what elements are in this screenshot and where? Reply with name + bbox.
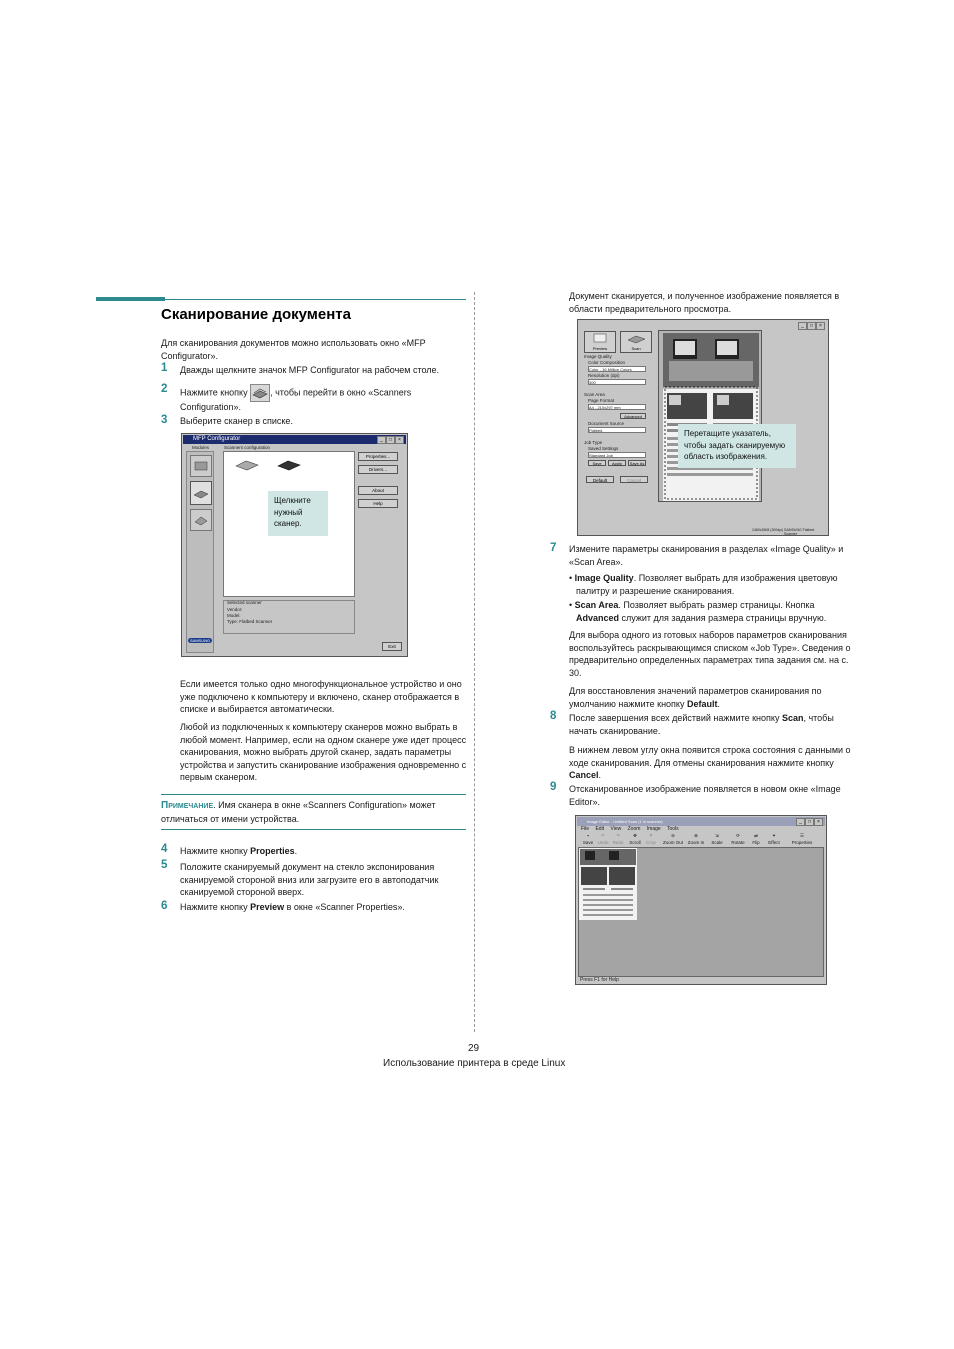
- scanned-document-image: [579, 848, 637, 920]
- tool-rotate-button[interactable]: [730, 833, 746, 845]
- callout-line: область изображения.: [684, 452, 768, 461]
- tab-modules[interactable]: Modules: [192, 445, 210, 450]
- step-text: [180, 384, 470, 402]
- step-text-bold: Properties: [250, 846, 295, 856]
- tool-label: Effect: [768, 840, 780, 845]
- tool-label: Undo: [597, 840, 609, 845]
- callout-line: сканер.: [274, 519, 302, 528]
- selected-scanner-label: Selected scanner: [227, 600, 262, 605]
- paragraph: [569, 744, 859, 782]
- minimize-icon[interactable]: _: [796, 818, 805, 826]
- job-save-as-button[interactable]: Save As: [629, 461, 645, 466]
- step-text-after: в окне «Scanner Properties».: [284, 902, 405, 912]
- saved-settings-label: Saved Settings: [588, 446, 619, 451]
- title-bar: [183, 435, 406, 444]
- paragraph-text: .: [598, 770, 602, 780]
- model-label: Model:: [227, 613, 241, 618]
- zoom-in-icon: ⊕: [694, 833, 698, 838]
- rotate-icon: ⟳: [736, 833, 740, 838]
- step-text-after: , чтобы перейти в окно «Scanners: [270, 387, 412, 398]
- callout-select-scanner: [268, 491, 328, 536]
- tool-label: Zoom Out: [662, 840, 683, 845]
- step-number: 8: [550, 710, 557, 722]
- flip-icon: ⇄: [754, 833, 758, 838]
- tool-label: Scale: [711, 840, 723, 845]
- step-text: [569, 712, 859, 737]
- tool-scale-button[interactable]: [710, 833, 724, 845]
- note-label: Примечание: [161, 800, 214, 811]
- paragraph: Документ сканируется, и полученное изображение появляется в области предварительного просмотра.: [569, 291, 840, 314]
- exit-button[interactable]: Exit: [382, 642, 402, 651]
- column-divider: [474, 292, 475, 1032]
- note: [161, 799, 461, 825]
- about-button[interactable]: About: [358, 486, 398, 495]
- step-text-bold: Preview: [250, 902, 285, 912]
- resolution-label: Resolution (dpi): [588, 373, 620, 378]
- paragraph-text: Для восстановления значений параметров сканирования по умолчанию нажмите кнопку: [569, 686, 822, 709]
- scanner-properties-window: [577, 319, 829, 536]
- tool-label: Zoom In: [687, 840, 705, 845]
- properties-button[interactable]: Properties...: [358, 452, 398, 461]
- help-button[interactable]: Help: [358, 499, 398, 508]
- menu-tools[interactable]: Tools: [667, 826, 679, 832]
- image-quality-label: Image Quality: [584, 354, 612, 359]
- title-bar: [579, 321, 827, 330]
- tool-crop-button[interactable]: [644, 833, 658, 845]
- color-composition-select[interactable]: Color - 16 Million Colors: [588, 366, 646, 372]
- step-text: [180, 845, 297, 858]
- scanner-inline-icon: [250, 384, 270, 402]
- maximize-icon[interactable]: □: [386, 436, 395, 444]
- page-title: Сканирование документа: [161, 306, 351, 323]
- note-rule-top: [161, 794, 466, 795]
- tool-label: Rotate: [731, 840, 745, 845]
- status-bar: Press F1 for Help: [580, 977, 619, 983]
- step-number: 9: [550, 781, 557, 793]
- step-text-cont: Configuration».: [180, 402, 242, 412]
- window-title: MFP Configurator: [193, 436, 241, 442]
- bullet-item: • Image Quality. Позволяет выбрать для изображения цветовую палитру и разрешение сканирования.: [569, 573, 838, 596]
- paragraph: Если имеется только одно многофункциональное устройство и оно уже подключено к компьютеру и включено, сканер отображается в списке и выбирается автоматически.: [180, 679, 462, 714]
- step-text-bold: Scan: [781, 713, 804, 723]
- tool-effect-button[interactable]: [766, 833, 782, 845]
- window-title: Image Editor - Untitled Scan (1 in scanner): [587, 819, 663, 824]
- redo-icon: ↷: [616, 833, 620, 838]
- advanced-button[interactable]: Advanced: [620, 413, 646, 419]
- tool-zoom-in-button[interactable]: [686, 833, 706, 845]
- minimize-icon[interactable]: _: [377, 436, 386, 444]
- step-number: 7: [550, 542, 557, 554]
- preview-area[interactable]: [658, 330, 762, 502]
- close-icon[interactable]: ×: [814, 818, 823, 826]
- bullet-item: • Scan Area. Позволяет выбрать размер страницы. Кнопка Advanced служит для задания размера страницы вручную.: [569, 600, 827, 623]
- tool-flip-button[interactable]: [750, 833, 762, 845]
- document-source-label: Document Source: [588, 421, 625, 426]
- tool-save-button[interactable]: [581, 833, 595, 845]
- scroll-icon: ✥: [633, 833, 637, 838]
- image-editor-window: [575, 815, 827, 985]
- step-text-after: .: [294, 846, 298, 856]
- preview-label: Preview: [592, 346, 608, 351]
- scanner-icon-2[interactable]: [276, 458, 302, 472]
- bullet-bold: Image Quality: [574, 573, 634, 583]
- toolbar: [578, 833, 824, 846]
- step-text-before: Нажмите кнопку: [180, 846, 251, 856]
- paragraph: [569, 685, 859, 710]
- tool-label: Properties: [791, 840, 813, 845]
- step-number: 6: [161, 900, 168, 912]
- step-number: 2: [161, 383, 168, 395]
- bullet-bold: Advanced: [576, 612, 620, 623]
- close-icon[interactable]: ×: [816, 322, 825, 330]
- menu-view[interactable]: View: [610, 826, 622, 832]
- bullet-text: . Позволяет выбрать размер страницы. Кнопка: [618, 600, 815, 610]
- port-module-icon[interactable]: [190, 509, 212, 531]
- menu-edit[interactable]: Edit: [595, 826, 605, 832]
- type-label: Type: Flatbed Scanner: [227, 619, 273, 624]
- step-text: Измените параметры сканирования в разделах «Image Quality» и «Scan Area».: [569, 544, 844, 567]
- preview-document-image: [659, 331, 762, 502]
- menu-image[interactable]: Image: [646, 826, 661, 832]
- page-format-label: Page Format: [588, 398, 615, 403]
- job-type-select[interactable]: Standard Job: [588, 452, 646, 458]
- footer-text: Использование принтера в среде Linux: [383, 1058, 566, 1069]
- scan-label: Scan: [631, 346, 641, 351]
- tool-zoom-out-button[interactable]: [662, 833, 684, 845]
- cancel-button[interactable]: Cancel: [620, 476, 648, 483]
- menu-zoom[interactable]: Zoom: [627, 826, 641, 832]
- note-text: . Имя сканера в окне «Scanners Configuration» может отличаться от имени устройства.: [161, 800, 436, 824]
- tool-label: Flip: [752, 840, 760, 845]
- modules-column: [186, 451, 214, 653]
- intro-text: Для сканирования документов можно использовать окно «MFP Configurator».: [161, 338, 426, 361]
- step-text: Дважды щелкните значок MFP Configurator на рабочем столе.: [180, 365, 440, 375]
- header-rule: [165, 299, 466, 300]
- callout-line: чтобы задать сканируемую: [684, 440, 786, 450]
- step-number: 3: [161, 414, 168, 426]
- page-number: 29: [468, 1043, 480, 1054]
- menu-bar: [578, 826, 824, 833]
- scale-icon: ⇲: [715, 833, 719, 838]
- crop-icon: ⌗: [649, 833, 653, 838]
- tab-scanners-configuration[interactable]: Scanners configuration: [224, 445, 271, 450]
- drivers-button[interactable]: Drivers...: [358, 465, 398, 474]
- bullet-text: служит для задания размера страницы вручную.: [619, 612, 827, 623]
- zoom-out-icon: ⊖: [671, 833, 675, 838]
- status-scanner-name: SAMSUNG Flatbed Scanner: [784, 528, 815, 536]
- mfp-configurator-window: [181, 433, 408, 657]
- status-resolution: 2480x3508 (300dpi): [752, 528, 784, 532]
- scan-icon: [621, 332, 651, 344]
- step-number: 1: [161, 362, 168, 374]
- document-source-select[interactable]: Flatbed: [588, 427, 646, 433]
- paragraph-text: В нижнем левом углу окна появится строка состояния с данными о ходе сканирования. Для отмены сканирования нажмите кнопку: [569, 745, 851, 768]
- tool-scroll-button[interactable]: [628, 833, 642, 845]
- paragraph: Для выбора одного из готовых наборов параметров сканирования воспользуйтесь раскрывающимся списком «Job Type». Сведения о предварительно определенных параметрах типа задания см. на с. 30.: [569, 630, 851, 678]
- paragraph-bold: Default: [686, 698, 718, 709]
- close-icon[interactable]: ×: [395, 436, 404, 444]
- step-text-before: Нажмите кнопку: [180, 387, 248, 398]
- header-accent-bar: [96, 297, 165, 301]
- step-number: 4: [161, 843, 168, 855]
- step-number: 5: [161, 859, 168, 871]
- scan-button[interactable]: [620, 331, 652, 353]
- paragraph-bold: Cancel: [569, 770, 599, 780]
- effect-icon: ✦: [772, 833, 776, 838]
- callout-line: Перетащите указатель,: [684, 429, 771, 438]
- printer-module-icon[interactable]: [190, 455, 212, 477]
- resolution-select[interactable]: 300: [588, 379, 646, 385]
- tool-label: Redo: [612, 840, 624, 845]
- maximize-icon[interactable]: □: [807, 322, 816, 330]
- paragraph-text: .: [717, 698, 720, 709]
- minimize-icon[interactable]: _: [798, 322, 807, 330]
- paragraph: Любой из подключенных к компьютеру сканеров можно выбрать в любой момент. Например, если на одном сканере уже идет процесс сканирования, можно выбрать другой сканер, задать параметры устройства и запустить сканирование изображения одновременно с первым сканером.: [180, 722, 467, 782]
- title-bar: [577, 817, 825, 826]
- bullet-bold: Scan Area: [574, 600, 619, 610]
- callout-line: Щелкните: [274, 496, 311, 505]
- preview-icon: [585, 332, 615, 344]
- tool-properties-button[interactable]: [788, 833, 816, 845]
- step-text-before: Нажмите кнопку: [180, 902, 251, 912]
- save-icon: ▪: [587, 833, 589, 838]
- tool-redo-button[interactable]: [611, 833, 625, 845]
- menu-file[interactable]: File: [581, 826, 590, 832]
- scanner-icon-1[interactable]: [234, 458, 260, 472]
- step-text: [180, 901, 405, 914]
- samsung-logo: SAMSUNG: [189, 638, 211, 643]
- scanner-module-icon[interactable]: [190, 481, 212, 505]
- undo-icon: ↶: [601, 833, 605, 838]
- job-apply-button[interactable]: Apply: [608, 460, 626, 466]
- step-text: Положите сканируемый документ на стекло экспонирования сканируемой стороной вниз или загрузите его в автоподатчик сканируемой стороной вверх.: [180, 862, 439, 897]
- properties-icon: ☰: [799, 833, 805, 838]
- callout-line: нужный: [274, 507, 303, 517]
- step-text: Отсканированное изображение появляется в новом окне «Image Editor».: [569, 784, 841, 807]
- tool-undo-button[interactable]: [596, 833, 610, 845]
- job-save-button[interactable]: Save: [588, 460, 606, 466]
- callout-drag-pointer: [678, 424, 796, 468]
- color-composition-label: Color Composition: [588, 360, 626, 365]
- note-rule-bottom: [161, 829, 466, 830]
- step-text-before: После завершения всех действий нажмите кнопку: [569, 713, 782, 723]
- maximize-icon[interactable]: □: [805, 818, 814, 826]
- page-format-select[interactable]: A4 - 210x297 mm: [588, 404, 646, 410]
- default-button[interactable]: Default: [586, 476, 614, 483]
- tool-label: Save: [582, 840, 594, 845]
- preview-button[interactable]: [584, 331, 616, 353]
- image-canvas[interactable]: [578, 847, 824, 977]
- job-type-label: Job Type: [584, 440, 603, 445]
- scan-area-label: Scan Area: [584, 392, 605, 397]
- step-text-after: , чтобы начать сканирование.: [569, 713, 834, 736]
- tool-label: Scroll: [629, 840, 641, 845]
- tool-label: Crop: [646, 840, 656, 845]
- bullet-text: . Позволяет выбрать для изображения цветовую палитру и разрешение сканирования.: [576, 573, 838, 596]
- step-text: Выберите сканер в списке.: [180, 416, 293, 426]
- vendor-label: Vendor:: [227, 607, 243, 612]
- selected-scanner-box: [223, 600, 355, 634]
